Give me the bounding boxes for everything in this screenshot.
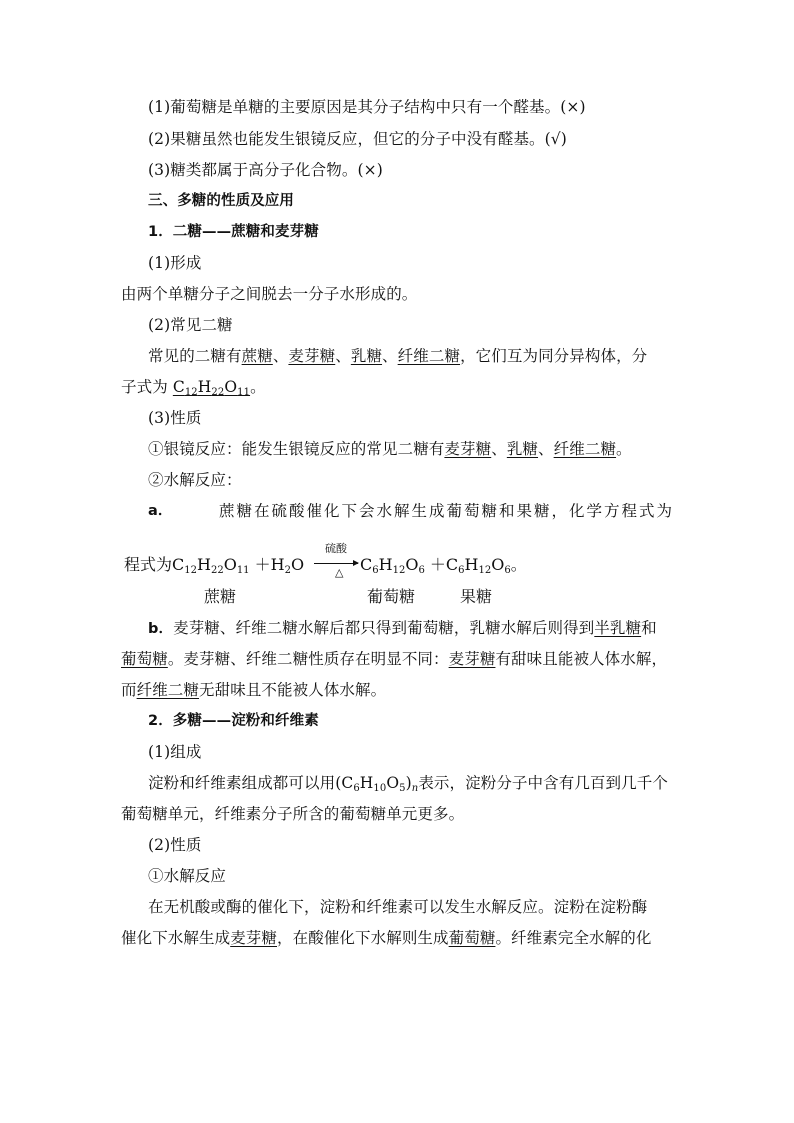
statement-1 [148,92,586,122]
text: 子式为 [121,378,168,396]
hydrolysis-equation [124,540,564,610]
item-formation-heading: (1)形成 [148,254,202,272]
text: 而 [121,681,137,699]
el: C [172,555,185,574]
text: ，在酸催化下水解则生成 [277,929,449,947]
answer-glucose: 葡萄糖 [448,929,496,947]
statement-2-text: (2)果糖虽然也能发生银镜反应，但它的分子中没有醛基。(√) [148,130,567,148]
answer-glucose: 葡萄糖 [121,650,168,668]
el: O [290,555,305,574]
answer-formula [173,378,250,396]
common-disaccharides-line-1 [148,341,647,371]
item-properties-heading: (3)性质 [148,409,202,427]
sep: 、 [491,440,507,458]
el: ＋H [254,555,285,574]
sub: 22 [210,565,224,576]
sep: 、 [335,347,351,365]
el: C [360,555,373,574]
text: 。 [250,378,266,396]
el: H [359,774,374,792]
el: ＋C [429,555,459,574]
composition-line-2: 葡萄糖单元，纤维素分子所含的葡萄糖单元更多。 [121,805,465,823]
hydrolysis-heading: ②水解反应： [148,471,242,489]
answer-maltose: 麦芽糖 [288,347,336,365]
composition-line-1 [148,768,668,798]
sep: 、 [272,347,289,365]
polysaccharide-hydrolysis-line-1: 在无机酸或酶的催化下，淀粉和纤维素可以发生水解反应。淀粉在淀粉酶 [148,898,648,916]
section-3-heading: 三、多糖的性质及应用 [148,193,294,209]
el: O [223,555,237,574]
label-glucose: 葡萄糖 [367,587,416,606]
item-properties-2-heading: (2)性质 [148,836,202,854]
el: O [405,555,419,574]
sub: 12 [184,387,198,398]
answer-sucrose: 蔗糖 [241,347,273,365]
formula-h: H [197,378,212,396]
sub: 5 [399,783,406,794]
label-sucrose: 蔗糖 [204,587,237,606]
equation-right [360,552,527,575]
text: 程式为 [124,555,173,574]
sub: 6 [458,565,465,576]
el: O [491,555,505,574]
formation-text: 由两个单糖分子之间脱去一分子水形成的。 [121,285,418,303]
text: 常见的二糖有 [148,347,242,365]
text: 催化下水解生成 [121,929,231,947]
text: 。 [616,440,632,458]
text: 无甜味且不能被人体水解。 [199,681,387,699]
answer-maltose: 麦芽糖 [230,929,278,947]
statement-1-text: (1)葡萄糖是单糖的主要原因是其分子结构中只有一个醛基。(×) [148,98,586,116]
b-line-2 [121,644,667,674]
el: H [378,555,393,574]
item-common-disaccharides-heading: (2)常见二糖 [148,316,233,334]
sub: 2 [284,565,291,576]
answer-galactose: 半乳糖 [594,619,642,637]
sub: 11 [236,565,250,576]
reaction-arrow [314,563,358,564]
sub: 11 [237,387,251,398]
formula-o: O [224,378,238,396]
condition-heat: △ [335,566,344,579]
label-fructose: 果糖 [460,587,493,606]
sub: 12 [478,565,492,576]
el: H [464,555,479,574]
statement-3-text: (3)糖类都属于高分子化合物。(×) [148,161,383,179]
sep: 、 [382,347,398,365]
common-disaccharides-line-2 [121,372,266,402]
silver-mirror-line [148,434,632,464]
condition-catalyst: 硫酸 [325,542,347,555]
answer-lactose: 乳糖 [350,347,383,365]
sub: 6 [418,565,425,576]
sub: 12 [184,565,197,576]
label-a: a． [148,503,173,519]
label-b: b． [148,621,174,637]
item-composition-heading: (1)组成 [148,743,202,761]
text: ，它们互为同分异构体，分 [460,347,648,365]
statement-3 [148,155,383,185]
hydrolysis-2-heading: ①水解反应 [148,867,227,885]
text: 和 [641,619,657,637]
text: 。麦芽糖、纤维二糖性质存在明显不同： [167,650,449,668]
el: H [197,555,211,574]
formula-c: C [172,378,185,396]
sub: 6 [372,565,379,576]
text: 淀粉和纤维素组成都可以用(C [148,774,354,792]
sub: 6 [353,783,360,794]
sep: 、 [538,440,554,458]
b-line-1 [148,613,657,643]
text: 表示，淀粉分子中含有几百到几千个 [418,774,668,792]
answer-maltose: 麦芽糖 [448,650,496,668]
sub: 22 [211,387,225,398]
answer-maltose: 麦芽糖 [444,440,492,458]
equation-left [124,552,304,575]
answer-lactose: 乳糖 [506,440,539,458]
el: O [386,774,400,792]
el: 。 [510,555,527,574]
sub: 12 [392,565,406,576]
subsection-1-heading: 1．二糖——蔗糖和麦芽糖 [148,224,319,240]
text: ①银镜反应：能发生银镜反应的常见二糖有 [148,440,445,458]
answer-cellobiose: 纤维二糖 [136,681,200,699]
answer-cellobiose: 纤维二糖 [397,347,461,365]
sub: 6 [504,565,511,576]
el: ) [405,774,412,792]
text: 麦芽糖、纤维二糖水解后都只得到葡萄糖，乳糖水解后则得到 [173,619,595,637]
polysaccharide-hydrolysis-line-2 [121,923,651,953]
sub: 10 [373,783,387,794]
subsection-2-heading: 2．多糖——淀粉和纤维素 [148,713,319,729]
text: 。纤维素完全水解的化 [495,929,652,947]
text: 蔗糖在硫酸催化下会水解生成葡萄糖和果糖，化学方程式为 [218,502,674,520]
statement-2 [148,124,567,154]
sucrose-hydrolysis-line [148,496,674,526]
b-line-3 [121,675,386,705]
text: 有甜味且能被人体水解， [495,650,668,668]
answer-cellobiose: 纤维二糖 [553,440,617,458]
sub: n [411,783,419,794]
